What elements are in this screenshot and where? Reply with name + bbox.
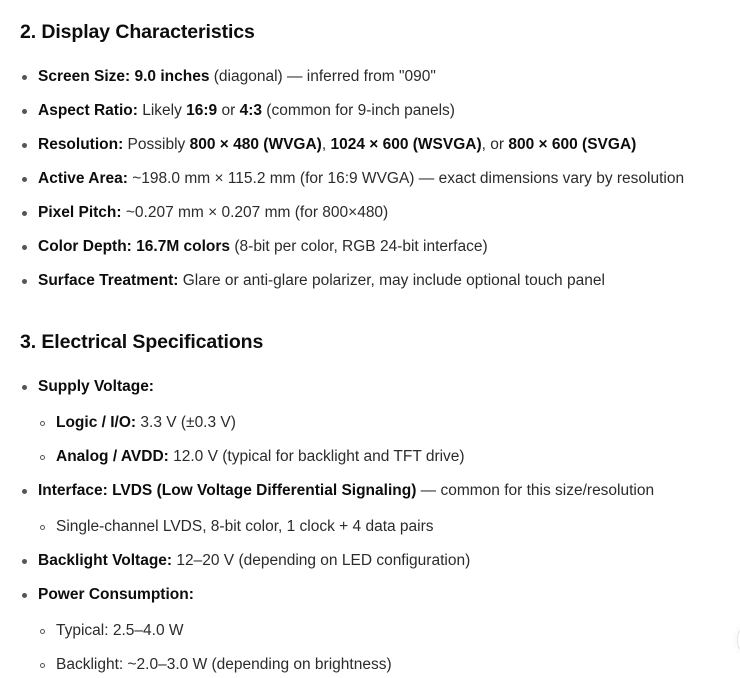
item-content: [38, 481, 654, 501]
item-content: [38, 271, 605, 291]
item-text: or: [217, 102, 240, 119]
bullet-icon: [22, 559, 27, 564]
circle-bullet-icon: [40, 525, 45, 530]
bullet-icon: [22, 109, 27, 114]
bullet-icon: [22, 177, 27, 182]
circle-bullet-icon: [40, 663, 45, 668]
item-label: Aspect Ratio:: [38, 102, 138, 119]
section-heading-electrical: 3. Electrical Specifications: [20, 331, 264, 353]
bullet-icon: [22, 593, 27, 598]
item-label: 1024 × 600 (WSVGA): [330, 136, 482, 153]
item-label: Screen Size: 9.0 inches: [38, 68, 210, 85]
item-text: Typical: 2.5–4.0 W: [56, 622, 184, 639]
item-text: — common for this size/resolution: [416, 482, 655, 499]
circle-bullet-icon: [40, 421, 45, 426]
item-text: 12.0 V (typical for backlight and TFT drive): [168, 448, 465, 465]
item-content: [38, 135, 636, 155]
item-text: Single-channel LVDS, 8-bit color, 1 clock + 4 data pairs: [56, 518, 434, 535]
item-text: (8-bit per color, RGB 24-bit interface): [230, 238, 488, 255]
item-label: Analog / AVDD:: [56, 448, 169, 465]
item-content: [56, 447, 465, 467]
item-label: Supply Voltage:: [38, 378, 154, 395]
item-label: 16:9: [186, 102, 218, 119]
bullet-icon: [22, 211, 27, 216]
item-label: Color Depth: 16.7M colors: [38, 238, 231, 255]
item-text: 12–20 V (depending on LED configuration): [172, 552, 471, 569]
item-label: 800 × 600 (SVGA): [508, 136, 637, 153]
item-content: [38, 101, 455, 121]
item-text: Backlight: ~2.0–3.0 W (depending on brightness): [56, 656, 392, 673]
item-text: Possibly: [123, 136, 190, 153]
bullet-icon: [22, 279, 27, 284]
circle-bullet-icon: [40, 455, 45, 460]
item-content: [38, 377, 154, 397]
item-content: [38, 169, 684, 189]
item-label: Logic / I/O:: [56, 414, 137, 431]
item-text: ,: [321, 136, 331, 153]
item-label: Surface Treatment:: [38, 272, 179, 289]
item-content: [56, 413, 236, 433]
item-label: Active Area:: [38, 170, 128, 187]
item-label: Resolution:: [38, 136, 124, 153]
item-text: Likely: [137, 102, 187, 119]
bullet-icon: [22, 75, 27, 80]
item-text: , or: [481, 136, 509, 153]
item-label: Power Consumption:: [38, 586, 194, 603]
section-heading-display: 2. Display Characteristics: [20, 21, 255, 43]
item-text: ~0.207 mm × 0.207 mm (for 800×480): [121, 204, 389, 221]
item-text: Glare or anti-glare polarizer, may include optional touch panel: [178, 272, 605, 289]
item-content: [38, 585, 194, 605]
item-text: ~198.0 mm × 115.2 mm (for 16:9 WVGA) — exact dimensions vary by resolution: [127, 170, 685, 187]
item-text: (diagonal) — inferred from "090": [209, 68, 436, 85]
item-content: [38, 551, 470, 571]
item-text: (common for 9-inch panels): [262, 102, 455, 119]
item-content: [38, 67, 436, 87]
item-content: [38, 237, 488, 257]
item-label: Backlight Voltage:: [38, 552, 173, 569]
item-label: 800 × 480 (WVGA): [189, 136, 322, 153]
bullet-icon: [22, 489, 27, 494]
item-content: [38, 203, 388, 223]
item-label: 4:3: [239, 102, 262, 119]
item-label: Pixel Pitch:: [38, 204, 122, 221]
bullet-icon: [22, 245, 27, 250]
circle-bullet-icon: [40, 629, 45, 634]
bullet-icon: [22, 143, 27, 148]
item-label: Interface: LVDS (Low Voltage Differential Signaling): [38, 482, 417, 499]
item-text: 3.3 V (±0.3 V): [136, 414, 236, 431]
bullet-icon: [22, 385, 27, 390]
